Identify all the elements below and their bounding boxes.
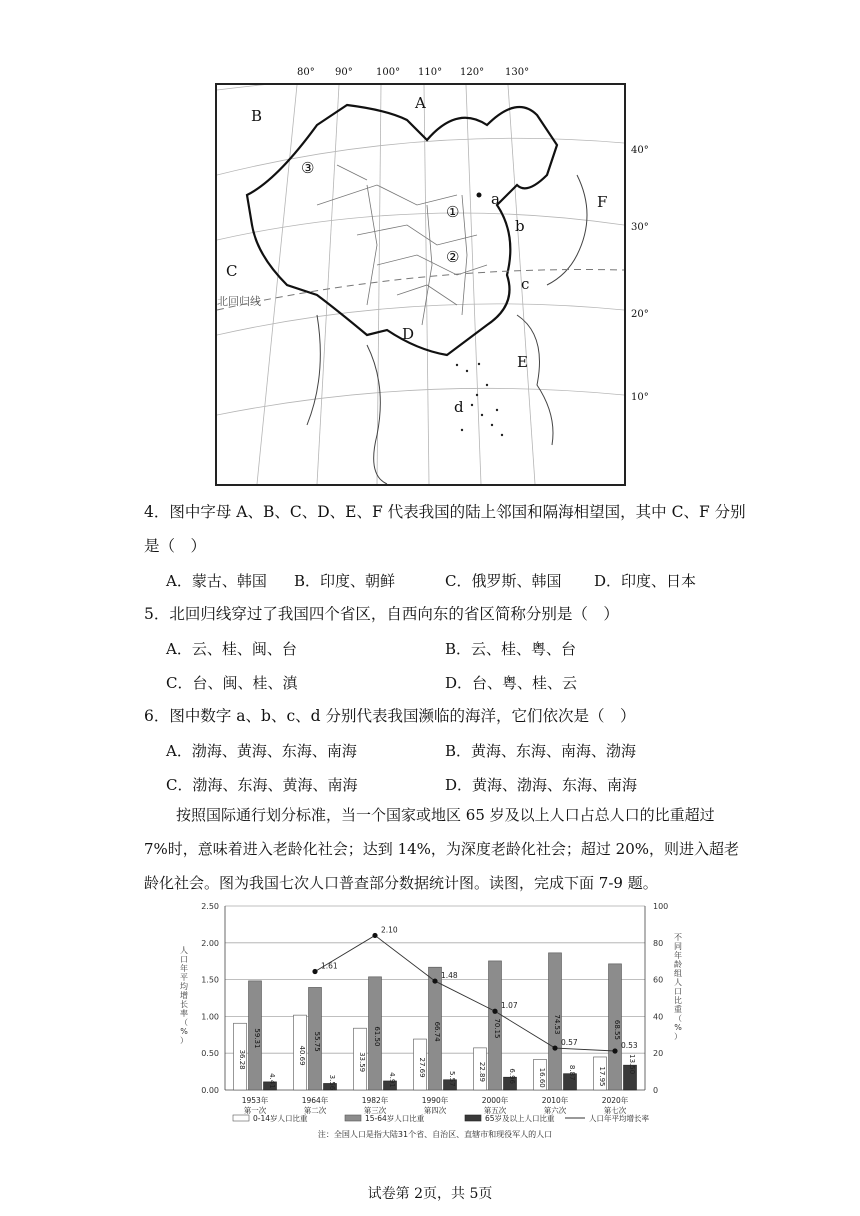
map-label-E: E [517, 353, 528, 371]
growth-rate-label: 0.57 [561, 1038, 578, 1048]
lat-label: 40° [631, 145, 649, 156]
growth-rate-point [612, 1048, 617, 1053]
q5-stem: 5．北回归线穿过了我国四个省区，自西向东的省区简称分别是（ ） [144, 605, 619, 623]
bar-value-label: 8.87 [568, 1064, 576, 1081]
right-tick-label: 100 [653, 902, 669, 911]
growth-rate-label: 0.53 [621, 1040, 638, 1050]
lon-label: 100° [376, 67, 401, 78]
page-footer: 试卷第 2页，共 5页 [367, 1186, 493, 1202]
right-tick-label: 20 [653, 1049, 664, 1059]
x-tick-label: 第四次 [423, 1106, 447, 1115]
x-tick-label: 第二次 [303, 1106, 327, 1115]
left-axis-title: 人口年平均增长率（%） [180, 946, 188, 1045]
left-tick-label: 1.00 [201, 1012, 219, 1022]
q4-option-b[interactable]: B．印度、朝鲜 [294, 572, 396, 590]
bar-value-label: 4.41 [268, 1073, 276, 1089]
q6-option-a[interactable]: A．渤海、黄海、东海、南海 [166, 742, 357, 760]
map-label-F: F [597, 193, 608, 211]
legend-label: 人口年平均增长率 [589, 1114, 649, 1123]
x-tick-label: 2010年 [541, 1096, 569, 1105]
lat-label: 20° [631, 309, 649, 320]
map-label-D: D [402, 325, 415, 343]
right-tick-label: 40 [653, 1012, 664, 1022]
right-tick-label: 60 [653, 975, 664, 985]
bar-value-label: 74.53 [553, 1014, 561, 1035]
legend-swatch [345, 1115, 361, 1121]
map-label-3: ③ [301, 159, 315, 177]
lat-label: 10° [631, 392, 649, 403]
right-tick-label: 80 [653, 938, 664, 948]
bar-value-label: 70.15 [493, 1018, 501, 1039]
bar-value-label: 36.28 [238, 1049, 246, 1070]
chart-svg [175, 898, 700, 1148]
map-label-1: ① [446, 203, 460, 221]
map-figure [0, 0, 860, 490]
map-frame [215, 83, 626, 486]
map-label-2: ② [446, 248, 460, 266]
map-label-c: c [521, 275, 530, 293]
q4-option-d[interactable]: D．印度、日本 [594, 572, 697, 590]
x-tick-label: 第一次 [243, 1106, 267, 1115]
x-tick-label: 1990年 [421, 1096, 449, 1105]
bar-value-label: 3.56 [328, 1074, 336, 1091]
left-tick-label: 0.00 [201, 1086, 219, 1095]
legend-swatch [233, 1115, 249, 1121]
bar-value-label: 66.74 [433, 1021, 441, 1042]
lon-label: 110° [418, 67, 443, 78]
x-tick-label: 2020年 [601, 1096, 629, 1105]
q4-stem: 4．图中字母 A、B、C、D、E、F 代表我国的陆上邻国和隔海相望国，其中 C、F 分别 [144, 503, 746, 521]
bar-value-label: 13.50 [628, 1054, 636, 1075]
left-tick-label: 1.50 [201, 975, 219, 985]
growth-rate-point [372, 933, 377, 938]
map-label-B: B [251, 107, 263, 125]
x-tick-label: 2000年 [481, 1096, 509, 1105]
growth-rate-label: 2.10 [381, 925, 398, 935]
q5-option-b[interactable]: B．云、桂、粤、台 [445, 640, 577, 658]
map-label-C: C [226, 262, 238, 280]
lon-label: 130° [505, 67, 530, 78]
x-tick-label: 1964年 [301, 1096, 329, 1105]
lon-label: 80° [297, 67, 315, 78]
q4-stem-cont: 是（ ） [144, 537, 207, 555]
growth-rate-point [492, 1009, 497, 1014]
x-tick-label: 第三次 [363, 1106, 387, 1115]
lat-label: 30° [631, 222, 649, 233]
q4-option-a[interactable]: A．蒙古、韩国 [166, 572, 267, 590]
left-tick-label: 2.00 [201, 938, 219, 948]
growth-rate-label: 1.48 [441, 971, 458, 981]
bar-value-label: 5.57 [448, 1070, 456, 1087]
bar-value-label: 6.96 [508, 1068, 516, 1084]
map-drawing [217, 85, 624, 484]
lon-label: 90° [335, 67, 353, 78]
bar-value-label: 55.75 [313, 1031, 321, 1052]
q6-option-c[interactable]: C．渤海、东海、黄海、南海 [166, 776, 358, 794]
bar-value-label: 59.31 [253, 1028, 261, 1049]
bar-value-label: 16.60 [538, 1067, 546, 1088]
growth-rate-point [312, 969, 317, 974]
growth-rate-label: 1.61 [321, 961, 338, 971]
intro-paragraph-line1: 按照国际通行划分标准，当一个国家或地区 65 岁及以上人口占总人口的比重超过 [176, 806, 715, 824]
q5-option-d[interactable]: D．台、粤、桂、云 [445, 674, 578, 692]
left-tick-label: 2.50 [201, 902, 219, 911]
x-tick-label: 1982年 [361, 1096, 389, 1105]
map-label-d: d [454, 398, 464, 416]
q6-stem: 6．图中数字 a、b、c、d 分别代表我国濒临的海洋，它们依次是（ ） [144, 707, 636, 725]
bar-value-label: 68.55 [613, 1019, 621, 1040]
left-tick-label: 0.50 [201, 1049, 219, 1059]
bar-value-label: 22.89 [478, 1061, 486, 1082]
legend-label: 15-64岁人口比重 [365, 1114, 425, 1123]
x-tick-label: 第五次 [483, 1106, 507, 1115]
right-axis-title: 不同年龄组人口比重（%） [674, 933, 682, 1041]
q5-option-c[interactable]: C．台、闽、桂、滇 [166, 674, 298, 692]
q4-option-c[interactable]: C．俄罗斯、韩国 [445, 572, 562, 590]
intro-paragraph-line2: 7%时，意味着进入老龄化社会；达到 14%，为深度老龄化社会；超过 20%，则进入超老 [144, 840, 740, 858]
q6-option-d[interactable]: D．黄海、渤海、东海、南海 [445, 776, 638, 794]
bar-value-label: 40.69 [298, 1045, 306, 1066]
growth-rate-label: 1.07 [501, 1001, 518, 1011]
x-tick-label: 第六次 [543, 1106, 567, 1115]
map-label-a: a [491, 190, 500, 208]
bar-value-label: 61.50 [373, 1026, 381, 1047]
intro-paragraph-line3: 龄化社会。图为我国七次人口普查部分数据统计图。读图，完成下面 7-9 题。 [144, 874, 658, 892]
right-tick-label: 0 [653, 1086, 659, 1095]
growth-rate-point [552, 1045, 557, 1050]
legend-swatch [465, 1115, 481, 1121]
bar-value-label: 33.59 [358, 1052, 366, 1073]
tropic-label: 北回归线 [217, 295, 261, 308]
map-label-b: b [515, 217, 525, 235]
x-tick-label: 1953年 [241, 1096, 269, 1105]
bar-value-label: 27.69 [418, 1057, 426, 1078]
map-label-A: A [415, 94, 426, 112]
growth-rate-point [432, 978, 437, 983]
legend-label: 65岁及以上人口比重 [485, 1114, 555, 1123]
legend-label: 0-14岁人口比重 [253, 1114, 308, 1123]
chart-note: 注：全国人口是指大陆31个省、自治区、直辖市和现役军人的人口 [317, 1130, 553, 1139]
lon-label: 120° [460, 67, 485, 78]
x-tick-label: 第七次 [603, 1106, 627, 1115]
q6-option-b[interactable]: B．黄海、东海、南海、渤海 [445, 742, 637, 760]
bar-value-label: 4.91 [388, 1072, 396, 1088]
bar-value-label: 17.95 [598, 1066, 606, 1087]
population-chart [175, 898, 700, 1148]
q5-option-a[interactable]: A．云、桂、闽、台 [166, 640, 297, 658]
